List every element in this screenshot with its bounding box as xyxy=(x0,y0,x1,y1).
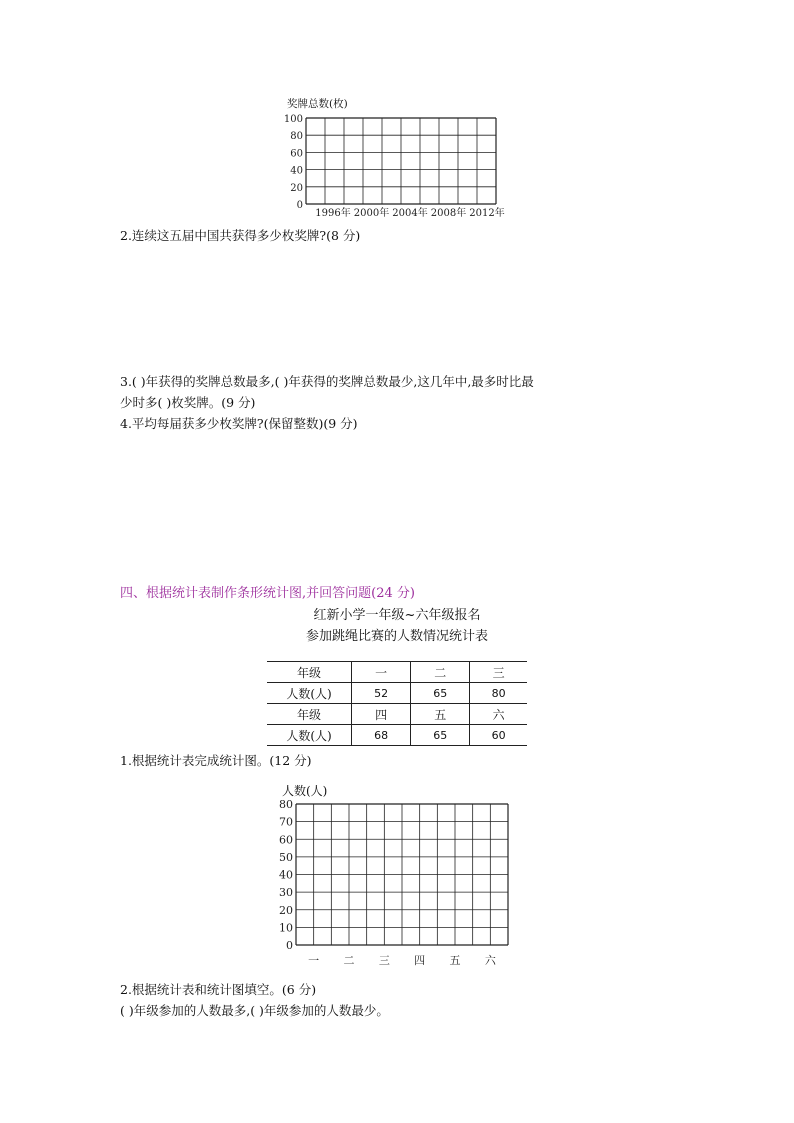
table-row xyxy=(267,683,527,704)
y-tick-label: 0 xyxy=(296,200,303,211)
y-tick-label: 20 xyxy=(279,903,293,917)
x-tick-label: 六 xyxy=(484,954,496,967)
y-tick-label: 40 xyxy=(279,868,293,882)
section-4-question-1: 1.根据统计表完成统计图。(12 分) xyxy=(120,753,312,768)
x-tick-label: 四 xyxy=(414,954,426,967)
table-cell: 65 xyxy=(411,725,470,746)
x-tick-label: 五 xyxy=(449,954,461,967)
medal-chart-ylabel: 奖牌总数(枚) xyxy=(287,98,348,110)
x-tick-label: 二 xyxy=(343,954,355,967)
table-cell: 年级 xyxy=(267,662,352,683)
table-cell: 四 xyxy=(352,704,411,725)
section-4-question-2-fill: ( )年级参加的人数最多,( )年级参加的人数最少。 xyxy=(120,1003,389,1018)
statistics-table xyxy=(267,661,527,746)
y-tick-label: 30 xyxy=(279,886,293,900)
table-cell: 80 xyxy=(470,683,527,704)
y-tick-label: 0 xyxy=(286,939,293,952)
x-tick-label: 2008年 xyxy=(430,208,467,219)
table-row xyxy=(267,662,527,683)
table-cell: 52 xyxy=(352,683,411,704)
y-tick-label: 40 xyxy=(290,165,303,177)
table-cell: 一 xyxy=(352,662,411,683)
section-4-heading: 四、根据统计表制作条形统计图,并回答问题(24 分) xyxy=(120,586,415,601)
y-tick-label: 80 xyxy=(290,131,303,143)
people-chart-grid xyxy=(0,796,794,976)
question-2: 2.连续这五届中国共获得多少枚奖牌?(8 分) xyxy=(120,228,361,243)
table-cell: 人数(人) xyxy=(267,725,352,746)
y-tick-label: 70 xyxy=(279,815,293,829)
table-cell: 五 xyxy=(411,704,470,725)
y-tick-label: 80 xyxy=(279,798,293,811)
people-chart-ylabel: 人数(人) xyxy=(282,784,328,798)
table-title-line-1: 红新小学一年级~六年级报名 xyxy=(313,608,481,623)
question-4: 4.平均每届获多少枚奖牌?(保留整数)(9 分) xyxy=(120,416,358,431)
table-cell: 60 xyxy=(470,725,527,746)
y-tick-label: 10 xyxy=(279,921,293,935)
section-4-question-2: 2.根据统计表和统计图填空。(6 分) xyxy=(120,982,317,997)
question-3-line-2: 少时多( )枚奖牌。(9 分) xyxy=(120,395,256,410)
table-cell: 二 xyxy=(411,662,470,683)
y-tick-label: 60 xyxy=(290,148,303,160)
x-tick-label: 1996年 xyxy=(315,208,351,219)
y-tick-label: 100 xyxy=(283,114,303,125)
y-tick-label: 50 xyxy=(279,850,293,864)
table-cell: 68 xyxy=(352,725,411,746)
x-tick-label: 2004年 xyxy=(392,208,428,219)
x-tick-label: 2000年 xyxy=(353,208,390,219)
table-cell: 人数(人) xyxy=(267,683,352,704)
x-tick-label: 一 xyxy=(308,954,320,967)
y-tick-label: 60 xyxy=(279,833,293,847)
table-title-line-2: 参加跳绳比赛的人数情况统计表 xyxy=(305,629,488,644)
table-row xyxy=(267,704,527,725)
table-cell: 六 xyxy=(470,704,527,725)
table-row xyxy=(267,725,527,746)
question-3-line-1: 3.( )年获得的奖牌总数最多,( )年获得的奖牌总数最少,这几年中,最多时比最 xyxy=(120,374,534,389)
table-cell: 年级 xyxy=(267,704,352,725)
x-tick-label: 2012年 xyxy=(469,208,505,219)
y-tick-label: 20 xyxy=(290,182,303,194)
table-cell: 三 xyxy=(470,662,527,683)
table-cell: 65 xyxy=(411,683,470,704)
x-tick-label: 三 xyxy=(378,954,390,967)
